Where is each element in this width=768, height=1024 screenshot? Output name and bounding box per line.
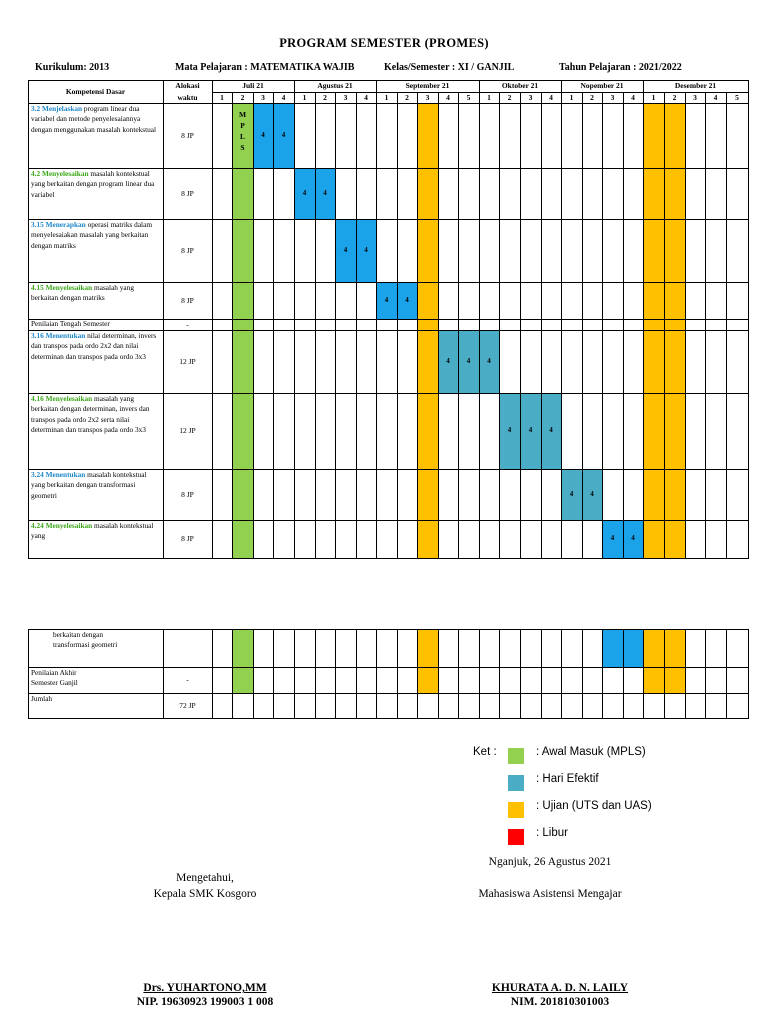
kd-description: program linear dua variabel dan metode penyelesaiannya dengan menggunakan masalah kontekstual	[31, 104, 157, 134]
week-header: 5	[735, 93, 739, 102]
grid-line	[643, 80, 644, 559]
grid-line	[541, 629, 542, 719]
sign-left-nip: NIP. 19630923 199003 1 008	[136, 996, 274, 1008]
hours-value: 4	[631, 534, 635, 542]
grid-line	[315, 629, 316, 719]
legend-label: : Hari Efektif	[536, 773, 599, 785]
uts-column	[417, 629, 438, 693]
week-header: 4	[364, 93, 368, 102]
kd-text	[31, 169, 161, 219]
kd-text	[31, 521, 161, 558]
kd-description: masalah kontekstual yang	[31, 521, 154, 541]
mpls-letter: L	[239, 132, 245, 141]
grid-line	[438, 629, 439, 719]
kd-code: 3.2	[31, 104, 42, 113]
legend-swatch	[508, 775, 524, 791]
week-header: 1	[302, 93, 307, 102]
grid-line	[376, 629, 377, 719]
week-header: 4	[446, 93, 450, 102]
grid-line	[28, 667, 749, 668]
grid-line	[232, 629, 233, 719]
grid-line	[499, 92, 500, 559]
month-header: Desember 21	[674, 81, 717, 90]
grid-line	[520, 92, 521, 559]
grid-line	[623, 92, 624, 559]
week-header: 3	[528, 93, 533, 102]
week-header: 5	[466, 93, 471, 102]
week-header: 2	[507, 93, 512, 102]
mpls-column	[232, 629, 253, 693]
hours-value: 4	[302, 188, 307, 197]
grid-line	[273, 92, 274, 559]
kd-text	[31, 394, 161, 469]
header-kompetensi: Kompetensi Dasar	[65, 87, 126, 96]
month-header: September 21	[405, 81, 450, 90]
header-waktu: waktu	[177, 93, 198, 102]
grid-line	[212, 629, 213, 719]
kd-verb: Menjelaskan	[41, 104, 84, 113]
grid-line	[479, 629, 480, 719]
kelas-info: Kelas/Semester : XI / GANJIL	[384, 62, 515, 73]
month-header: Nopember 21	[580, 81, 624, 90]
mpls-letter: S	[240, 143, 245, 152]
alokasi-value: 8 JP	[181, 130, 194, 140]
grid-line	[705, 629, 706, 719]
grid-line	[726, 92, 727, 559]
grid-line	[417, 629, 418, 719]
alokasi-value: 8 JP	[181, 489, 194, 499]
hours-value: 4	[384, 295, 389, 304]
week-header: 3	[261, 93, 265, 102]
grid-line	[602, 629, 603, 719]
kd-text	[31, 104, 161, 168]
grid-line	[499, 629, 500, 719]
week-header: 1	[220, 93, 224, 102]
week-header: 2	[405, 93, 409, 102]
grid-line	[479, 80, 480, 559]
week-header: 3	[343, 93, 348, 102]
kd-text	[31, 319, 161, 329]
grid-line	[397, 629, 398, 719]
alokasi-value: 8 JP	[181, 245, 194, 255]
kd-code: 4.16	[31, 394, 46, 403]
week-header: 1	[384, 93, 389, 102]
alokasi-value: 12 JP	[179, 356, 196, 366]
grid-line	[253, 629, 254, 719]
kd-description: masalah kontekstual yang berkaitan dengan program linear dua variabel	[31, 169, 155, 199]
sign-left-line2: Kepala SMK Kosgoro	[153, 888, 257, 900]
grid-line	[458, 92, 459, 559]
month-header: Agustus 21	[317, 81, 353, 90]
grid-line	[685, 92, 686, 559]
hours-value: 4	[466, 356, 471, 365]
grid-line	[458, 629, 459, 719]
kd-text: Penilaian Akhir Semester Ganjil	[31, 668, 78, 688]
hours-value: 4	[281, 130, 286, 139]
alokasi-value: -	[186, 675, 189, 684]
kd-description: Penilaian Tengah Semester	[31, 319, 110, 328]
grid-line	[28, 718, 749, 719]
kd-code: 3.15	[31, 220, 46, 229]
page-title: PROGRAM SEMESTER (PROMES)	[279, 36, 489, 50]
hours-value: 4	[405, 295, 409, 304]
kd-verb: Menyelesaikan	[41, 169, 91, 178]
kd-description: operasi matriks dalam menyelesaiakan masalah yang berkaitan dengan matriks	[31, 220, 152, 250]
grid-line	[397, 92, 398, 559]
week-header: 3	[693, 93, 697, 102]
hours-value: 4	[590, 489, 594, 498]
grid-line	[520, 629, 521, 719]
week-header: 1	[569, 93, 574, 102]
kd-verb: Menentukan	[45, 331, 88, 340]
grid-line	[28, 80, 29, 559]
alokasi-value: 8 JP	[181, 295, 194, 305]
kd-code: 3.16	[31, 331, 46, 340]
kd-code: 4.24	[31, 521, 46, 530]
kd-description: nilai determinan, invers dan transpos pada ordo 2x2 dan nilai determinan dan transpos pada ordo 3x3	[31, 331, 157, 361]
alokasi-value: 8 JP	[181, 534, 194, 543]
week-header: 2	[590, 93, 594, 102]
kd-description: masalah yang berkaitan dengan matriks	[31, 283, 134, 303]
grid-line	[541, 92, 542, 559]
month-header: Juli 21	[242, 81, 264, 90]
hours-value: 4	[549, 426, 553, 434]
week-header: 2	[323, 93, 327, 102]
kd-text	[31, 283, 161, 319]
grid-line	[561, 629, 562, 719]
grid-line	[376, 80, 377, 559]
grid-line	[335, 92, 336, 559]
mpls-letter: M	[238, 110, 247, 119]
grid-line	[28, 558, 749, 559]
mapel-info: Mata Pelajaran : MATEMATIKA WAJIB	[175, 62, 355, 73]
hours-value: 4	[261, 130, 265, 139]
legend-swatch	[508, 748, 524, 764]
kd-description: masalah yang berkaitan dengan determinan, invers dan transpos pada ordo 2x2 serta nilai determinan dan transpos pada ordo 3x3	[31, 394, 150, 434]
legend-label: : Libur	[536, 827, 568, 839]
week-header: 2	[240, 93, 245, 102]
kurikulum-info: Kurikulum: 2013	[35, 62, 110, 73]
grid-line	[356, 629, 357, 719]
kd-verb: Menentukan	[45, 470, 88, 479]
grid-line	[726, 629, 727, 719]
grid-line	[664, 92, 665, 559]
sign-left-line1: Mengetahui,	[176, 872, 234, 884]
week-header: 4	[281, 93, 286, 102]
grid-line	[685, 629, 686, 719]
grid-line	[705, 92, 706, 559]
kd-text	[31, 331, 161, 393]
grid-line	[335, 629, 336, 719]
header-alokasi: Alokasi	[175, 81, 200, 90]
week-header: 4	[631, 93, 635, 102]
grid-line	[664, 629, 665, 719]
kd-text: berkaitan dengan transformasi geometri	[53, 630, 118, 650]
legend-label: : Ujian (UTS dan UAS)	[536, 800, 652, 812]
hours-value: 4	[569, 489, 574, 498]
kd-text	[31, 470, 161, 520]
hours-value: 4	[610, 534, 615, 542]
alokasi-value: 72 JP	[179, 700, 196, 710]
alokasi-value: 12 JP	[179, 426, 196, 435]
alokasi-value: -	[186, 319, 189, 329]
week-header: 3	[610, 93, 615, 102]
kd-verb: Menerapkan	[45, 220, 88, 229]
kd-text	[31, 220, 161, 282]
week-header: 2	[672, 93, 677, 102]
hours-value: 4	[507, 426, 512, 434]
kd-verb: Menyelesaikan	[45, 521, 95, 530]
grid-line	[623, 629, 624, 719]
grid-line	[602, 92, 603, 559]
grid-line	[28, 629, 29, 719]
legend-ket: Ket :	[473, 746, 497, 758]
grid-line	[294, 80, 295, 559]
kd-text: Jumlah	[31, 694, 53, 703]
hours-value: 4	[323, 188, 327, 197]
grid-line	[273, 629, 274, 719]
month-header: Oktober 21	[501, 81, 539, 90]
grid-line	[232, 92, 233, 559]
grid-line	[643, 629, 644, 719]
sign-right-nip: NIM. 201810301003	[510, 996, 610, 1008]
sign-left-name: Drs. YUHARTONO,MM	[143, 982, 267, 994]
legend-swatch	[508, 802, 524, 818]
grid-line	[356, 92, 357, 559]
kd-code: 3.24	[31, 470, 46, 479]
grid-line	[561, 80, 562, 559]
grid-line	[315, 92, 316, 559]
sign-right-name: KHURATA A. D. N. LAILY	[491, 982, 629, 994]
grid-line	[748, 80, 749, 559]
grid-line	[417, 92, 418, 559]
hours-value: 4	[487, 356, 491, 365]
kd-code: 4.15	[31, 283, 46, 292]
hours-value: 4	[528, 426, 533, 434]
grid-line	[28, 629, 749, 630]
hours-value: 4	[364, 245, 368, 254]
grid-line	[748, 629, 749, 719]
grid-line	[582, 92, 583, 559]
grid-line	[582, 629, 583, 719]
week-header: 4	[713, 93, 718, 102]
kd-verb: Menyelesaikan	[45, 394, 95, 403]
legend-label: : Awal Masuk (MPLS)	[536, 746, 646, 758]
hours-value: 4	[446, 356, 450, 365]
tahun-info: Tahun Pelajaran : 2021/2022	[559, 62, 682, 73]
kd-description: masalah kontekstual yang berkaitan dengan transformasi geometri	[31, 470, 147, 500]
kd-verb: Menyelesaikan	[45, 283, 95, 292]
legend-swatch	[508, 829, 524, 845]
week-header: 1	[651, 93, 656, 102]
grid-line	[212, 80, 213, 559]
kd-code: 4.2	[31, 169, 42, 178]
hours-value: 4	[343, 245, 348, 254]
week-header: 1	[487, 93, 491, 102]
week-header: 3	[425, 93, 430, 102]
mpls-letter: P	[240, 121, 245, 130]
grid-line	[438, 92, 439, 559]
grid-line	[294, 629, 295, 719]
alokasi-value: 8 JP	[181, 188, 194, 198]
place-date: Nganjuk, 26 Agustus 2021	[488, 856, 612, 868]
sign-right-line1: Mahasiswa Asistensi Mengajar	[478, 888, 622, 900]
grid-line	[253, 92, 254, 559]
week-header: 4	[549, 93, 553, 102]
